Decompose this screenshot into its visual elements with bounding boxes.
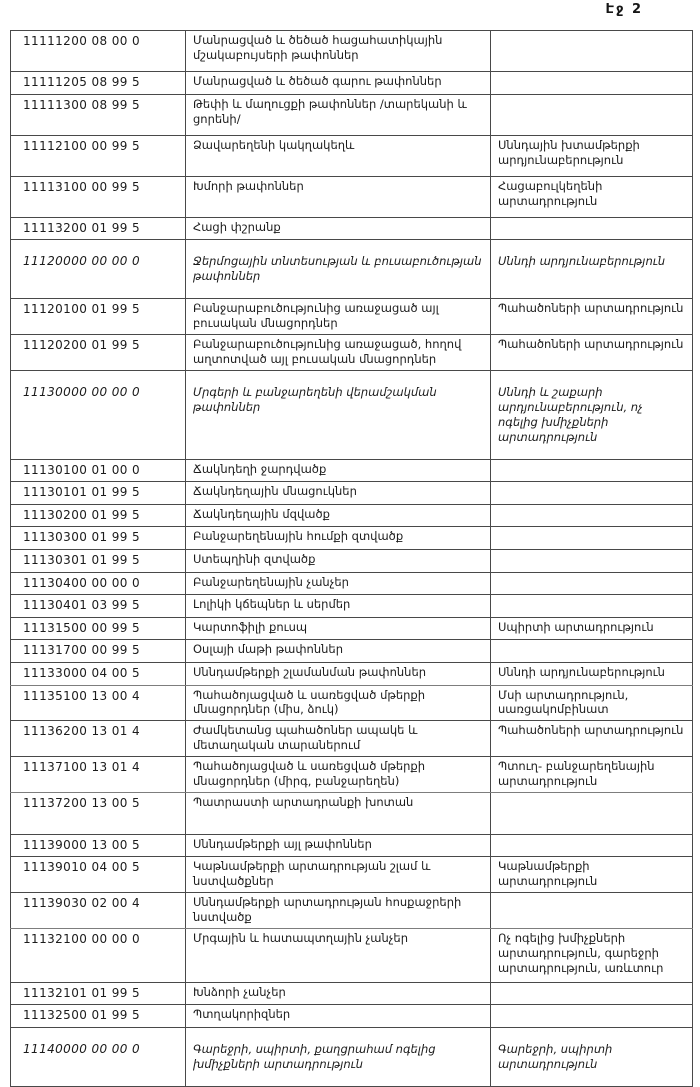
industry-cell [491,72,693,95]
table-row [11,334,693,370]
table-row [11,94,693,135]
waste-code-cell: 11132100 00 00 0 [11,929,186,983]
waste-description-cell: Ձավարեղենի կակղակեղև [186,135,491,176]
table-row [11,834,693,857]
industry-cell [491,640,693,663]
waste-description-cell: Խմորի թափոններ [186,176,491,217]
waste-description-cell: Օսլայի մաթի թափոններ [186,640,491,663]
table-row [11,135,693,176]
waste-code-cell: 11111205 08 99 5 [11,72,186,95]
industry-cell: Սպիրտի արտադրություն [491,617,693,640]
waste-code-cell: 11120200 01 99 5 [11,334,186,370]
industry-cell: Գարեջրի, սպիրտի արտադրություն [491,1028,693,1087]
table-row [11,617,693,640]
waste-code-cell: 11130100 01 00 0 [11,459,186,482]
waste-description-cell: Պտղակորիզներ [186,1005,491,1028]
waste-description-cell: Բանջարաբուծությունից առաջացած, հողով աղտոտված այլ բուսական մնացորդներ [186,334,491,370]
waste-code-cell: 11131700 00 99 5 [11,640,186,663]
waste-description-cell: Մանրացված և ծեծած գարու թափոններ [186,72,491,95]
waste-code-cell: 11133000 04 00 5 [11,662,186,685]
waste-description-cell: Մրգերի և բանջարեղենի վերամշակման թափոններ [186,370,491,459]
waste-code-cell: 11130300 01 99 5 [11,527,186,550]
waste-code-cell: 11137200 13 00 5 [11,793,186,835]
waste-code-cell: 11111300 08 99 5 [11,94,186,135]
waste-description-cell: Ճակնդեղի ջարդվածք [186,459,491,482]
waste-code-cell: 11111200 08 00 0 [11,31,186,72]
waste-description-cell: Բանջարաբուծությունից առաջացած այլ բուսական մնացորդներ [186,299,491,335]
industry-cell: Պահածոների արտադրություն [491,299,693,335]
waste-code-cell: 11132500 01 99 5 [11,1005,186,1028]
waste-description-cell: Բանջարեղենային չանչեր [186,572,491,595]
waste-description-cell: Մանրացված և ծեծած հացահատիկային մշակաբույսերի թափոններ [186,31,491,72]
industry-cell: Հացաբուլկեղենի արտադրություն [491,176,693,217]
industry-cell [491,31,693,72]
waste-description-cell: Սննդամթերքի այլ թափոններ [186,834,491,857]
table-row [11,982,693,1005]
waste-description-cell: Սննդամթերքի արտադրության հոսքաջրերի նստվածք [186,893,491,929]
waste-description-cell: Ժամկետանց պահածոներ ապակե և մետաղական տարաներում [186,721,491,757]
industry-cell [491,982,693,1005]
waste-description-cell: Սննդամթերքի շլամանման թափոններ [186,662,491,685]
industry-cell: Պահածոների արտադրություն [491,721,693,757]
waste-description-cell: Գարեջրի, սպիրտի, քաղցրահամ ոգելից խմիչքների արտադրություն [186,1028,491,1087]
table-row [11,299,693,335]
table-row [11,640,693,663]
waste-code-cell: 11113100 00 99 5 [11,176,186,217]
industry-cell: Սննդի արդյունաբերություն [491,240,693,299]
waste-description-cell: Խնձորի չանչեր [186,982,491,1005]
waste-code-cell: 11130400 00 00 0 [11,572,186,595]
table-row [11,31,693,72]
waste-code-cell: 11130401 03 99 5 [11,595,186,618]
table-row [11,459,693,482]
page-number: Էջ 2 [605,2,643,17]
waste-description-cell: Լոլիկի կճեպներ և սերմեր [186,595,491,618]
table-row [11,595,693,618]
industry-cell [491,482,693,505]
waste-code-cell: 11130101 01 99 5 [11,482,186,505]
waste-table-body [11,31,693,1087]
waste-code-cell: 11136200 13 01 4 [11,721,186,757]
industry-cell: Մսի արտադրություն, սառցակոմբինատ [491,685,693,721]
industry-cell [491,572,693,595]
table-row [11,572,693,595]
waste-code-cell: 11130301 01 99 5 [11,549,186,572]
industry-cell: Պահածոների արտադրություն [491,334,693,370]
waste-description-cell: Ճակնդեղային մզվածք [186,504,491,527]
waste-code-cell: 11135100 13 00 4 [11,685,186,721]
industry-cell: Սննդի արդյունաբերություն [491,662,693,685]
industry-cell [491,1005,693,1028]
table-row [11,370,693,459]
waste-code-cell: 11137100 13 01 4 [11,757,186,793]
table-row [11,482,693,505]
industry-cell: Սննդի և շաքարի արդյունաբերություն, ոչ ոգելից խմիչքների արտադրություն [491,370,693,459]
table-row [11,549,693,572]
waste-code-cell: 11139000 13 00 5 [11,834,186,857]
table-row [11,527,693,550]
industry-cell [491,94,693,135]
industry-cell: Կաթնամթերքի արտադրություն [491,857,693,893]
waste-code-cell: 11120000 00 00 0 [11,240,186,299]
industry-cell [491,834,693,857]
waste-description-cell: Հացի փշրանք [186,217,491,240]
waste-code-cell: 11113200 01 99 5 [11,217,186,240]
waste-description-cell: Կաթնամթերքի արտադրության շլամ և նստվածքներ [186,857,491,893]
industry-cell [491,793,693,835]
waste-description-cell: Ճակնդեղային մնացուկներ [186,482,491,505]
waste-code-cell: 11140000 00 00 0 [11,1028,186,1087]
industry-cell [491,527,693,550]
waste-description-cell: Ջերմոցային տնտեսության և բուսաբուծության թափոններ [186,240,491,299]
table-row [11,721,693,757]
table-row [11,793,693,835]
table-row [11,72,693,95]
table-row [11,1005,693,1028]
waste-description-cell: Կարտոֆիլի քուսպ [186,617,491,640]
industry-cell [491,595,693,618]
table-row [11,857,693,893]
waste-code-cell: 11132101 01 99 5 [11,982,186,1005]
table-row [11,504,693,527]
waste-code-cell: 11120100 01 99 5 [11,299,186,335]
waste-code-cell: 11131500 00 99 5 [11,617,186,640]
industry-cell: Պտուղ- բանջարեղենային արտադրություն [491,757,693,793]
table-row [11,929,693,983]
table-row [11,685,693,721]
table-row [11,240,693,299]
industry-cell [491,217,693,240]
table-row [11,176,693,217]
industry-cell [491,459,693,482]
table-row [11,1028,693,1087]
waste-description-cell: Պահածոյացված և սառեցված մթերքի մնացորդներ (միրգ, բանջարեղեն) [186,757,491,793]
table-row [11,662,693,685]
industry-cell: Սննդային խտամթերքի արդյունաբերություն [491,135,693,176]
waste-code-cell: 11139030 02 00 4 [11,893,186,929]
waste-description-cell: Մրգային և հատապտղային չանչեր [186,929,491,983]
industry-cell [491,549,693,572]
industry-cell: Ոչ ոգելից խմիչքների արտադրություն, գարեջրի արտադրություն, առևտուր [491,929,693,983]
waste-code-cell: 11112100 00 99 5 [11,135,186,176]
waste-code-cell: 11130200 01 99 5 [11,504,186,527]
waste-description-cell: Թեփի և մաղուցքի թափոններ /տարեկանի և ցորենի/ [186,94,491,135]
table-row [11,893,693,929]
waste-description-cell: Պահածոյացված և սառեցված մթերքի մնացորդներ (միս, ձուկ) [186,685,491,721]
waste-description-cell: Պատրաստի արտադրանքի խոտան [186,793,491,835]
waste-description-cell: Բանջարեղենային հումքի զտվածք [186,527,491,550]
industry-cell [491,893,693,929]
waste-classification-table [10,30,693,1087]
waste-code-cell: 11139010 04 00 5 [11,857,186,893]
industry-cell [491,504,693,527]
table-row [11,217,693,240]
table-row [11,757,693,793]
waste-description-cell: Ստեպղինի զտվածք [186,549,491,572]
waste-code-cell: 11130000 00 00 0 [11,370,186,459]
